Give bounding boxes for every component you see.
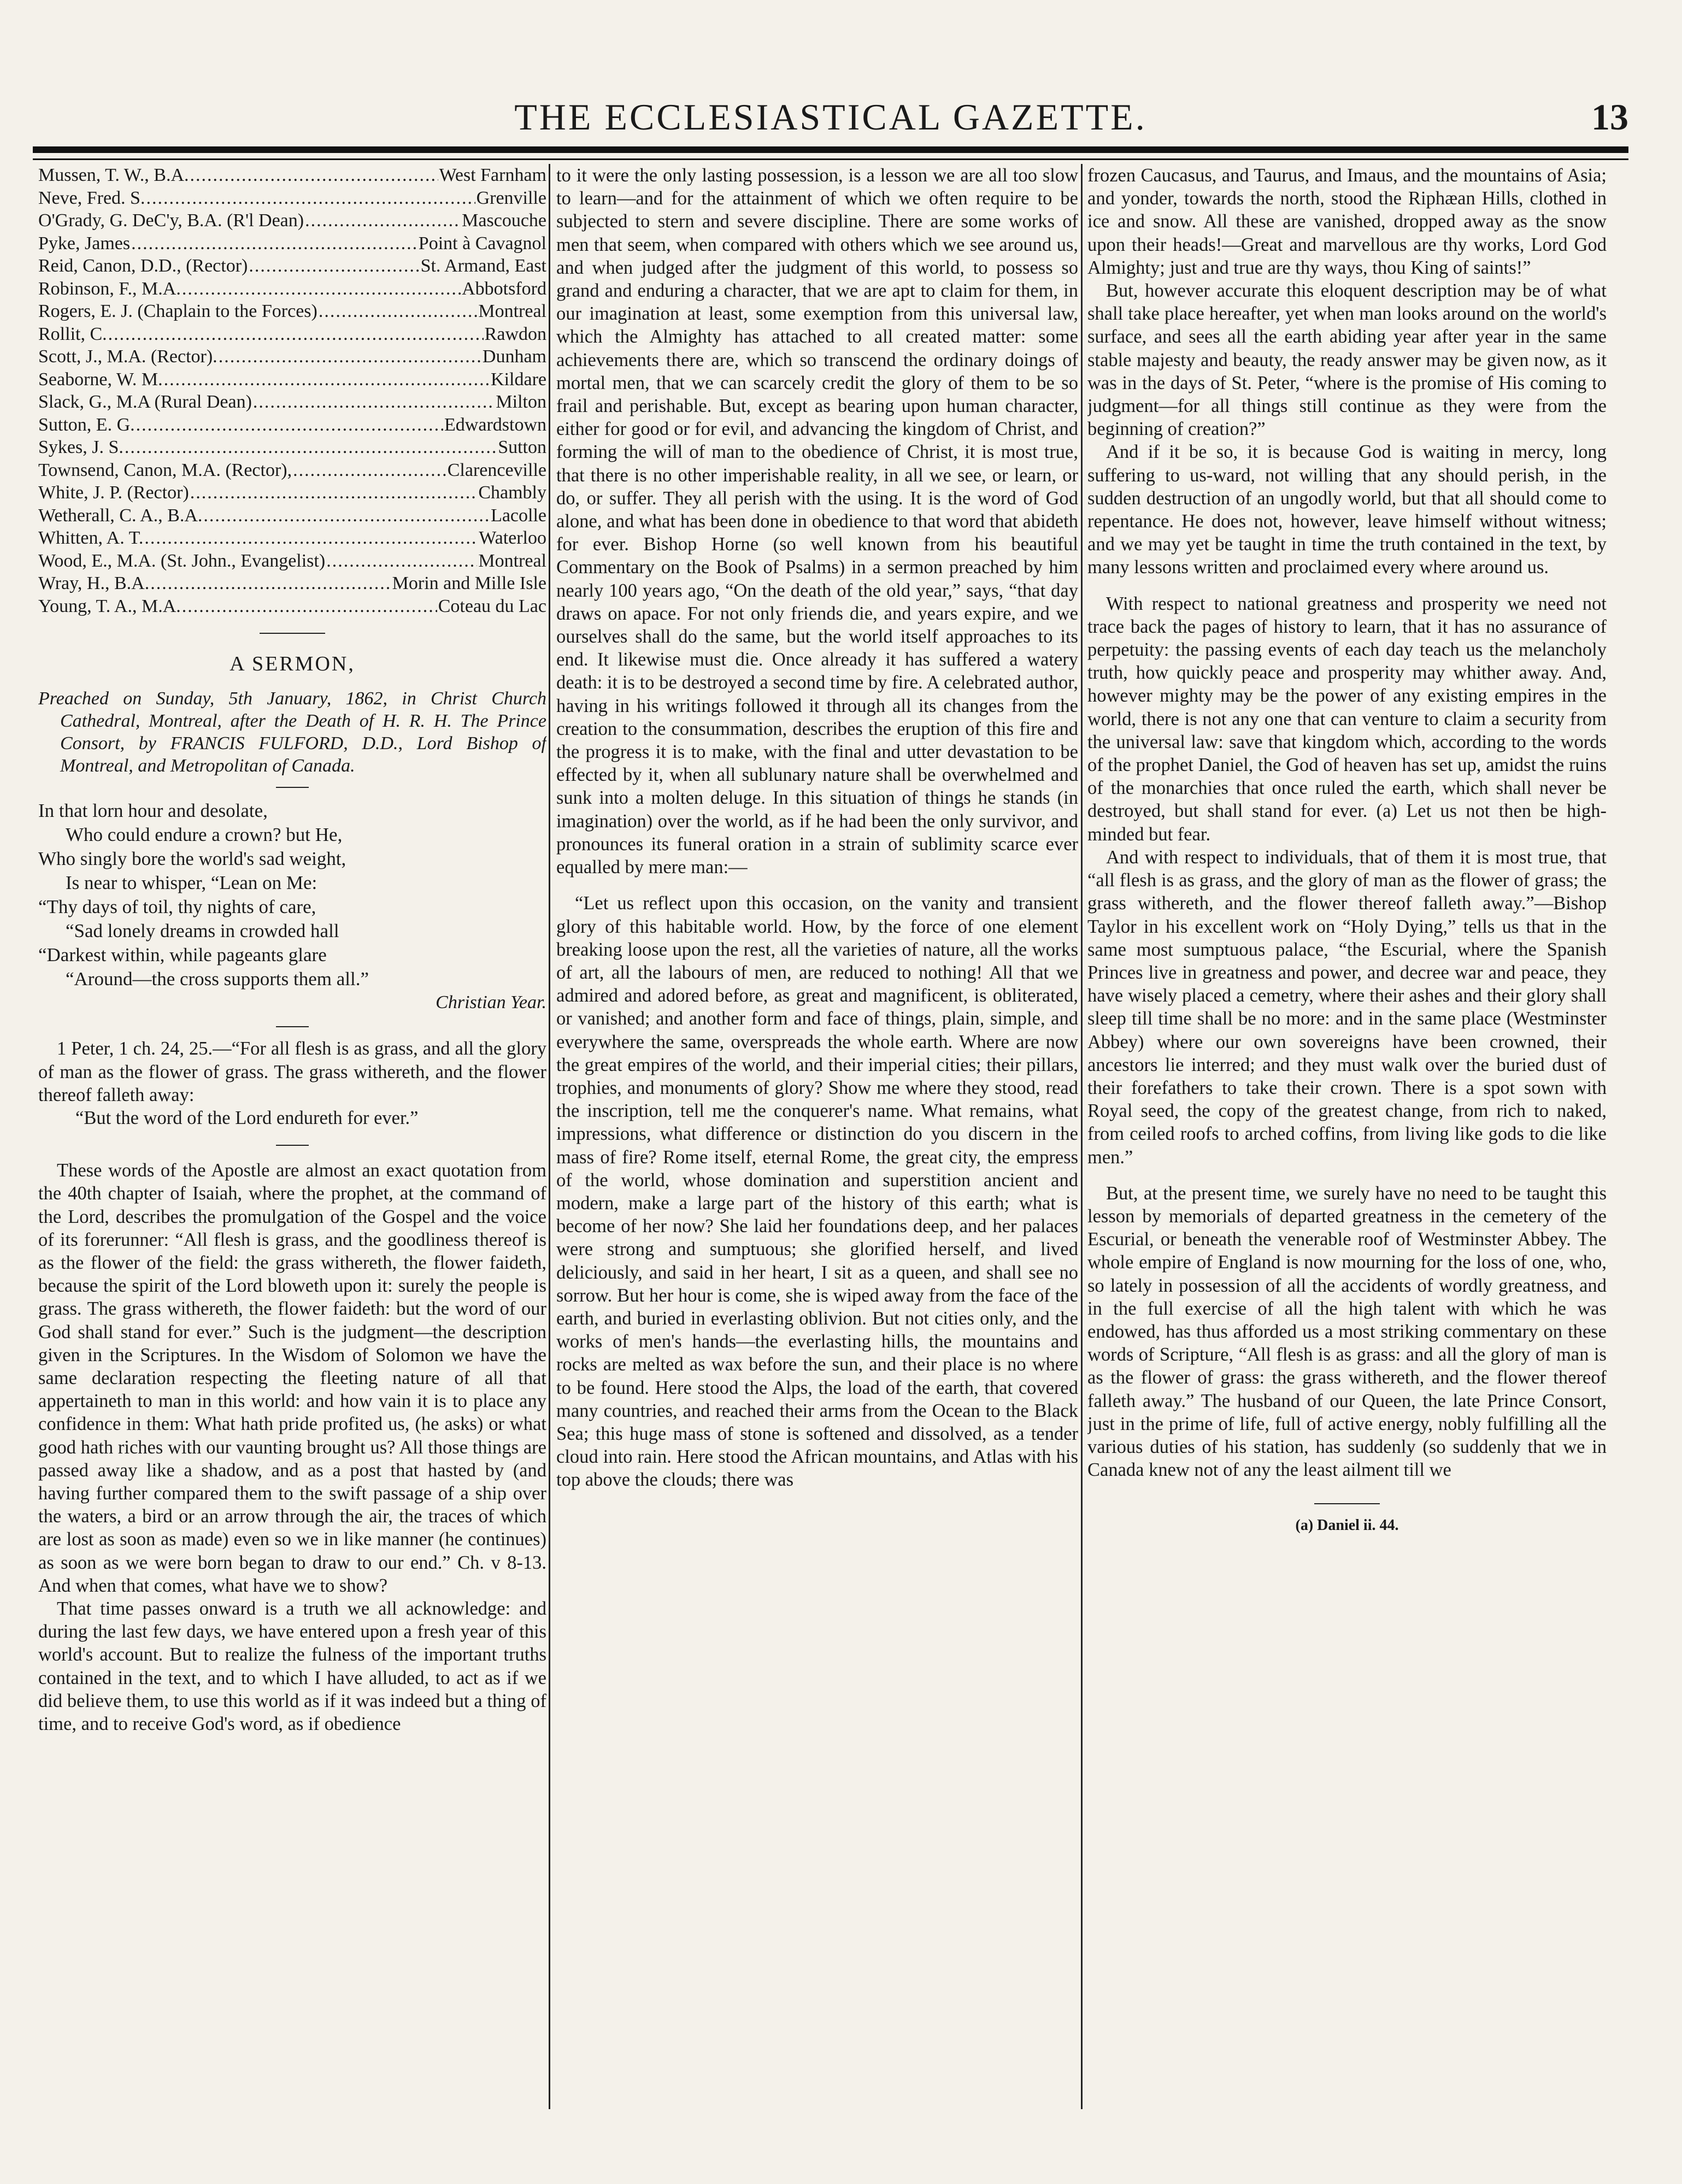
leader-dots — [136, 414, 443, 437]
clergy-name: White, J. P. (Rector) — [38, 482, 189, 503]
clergy-name: Young, T. A., M.A. — [38, 596, 181, 616]
clergy-name: Whitten, A. T. — [38, 528, 144, 548]
leader-dots — [164, 368, 490, 391]
clergy-entry — [38, 391, 546, 414]
column-1 — [38, 164, 546, 2109]
clergy-entry — [38, 527, 546, 550]
poem-line: Who singly bore the world's sad weight, — [38, 848, 346, 870]
clergy-place: St. Armand, East — [420, 256, 546, 276]
clergy-name: Sutton, E. G. — [38, 414, 135, 435]
quoted-passage: “Let us reflect upon this occasion, on the vanity and transient glory of this habitable world. How, by the force of one element breaking loose upon the rest, all the varieties of nature, all the works of art, all the labours of men, are reduced to nothing! All that we admired and adored before, as great and magnificent, is obliterated, or vanished; and another form and face of things, plain, simple, and everywhere the same, overspreads the whole earth. Where are now the great empires of the world, and their imperial cities; their pillars, trophies, and monuments of glory? Show me where they stood, read the inscription, tell me the conquerer's name. What remains, what impressions, what difference or distinction do you discern in the mass of fire? Rome itself, eternal Rome, the great city, the empress of the world, whose domination and superstition ancient and modern, make a large part of the history of this earth; what is become of her now? She laid her foundations deep, and her palaces were strong and sumptuous; she glorified herself, and lived deliciously, and said in her heart, I sit as a queen, and shall see no sorrow. But her hour is come, she is wiped away from the face of the earth, and buried in everlasting oblivion. But not cities only, and the works of men's hands—the everlasting hills, the mountains and rocks are melted as wax before the sun, and their place is no where to be found. Here stood the Alps, the load of the earth, that covered many countries, and reached their arms from the Ocean to the Black Sea; this huge mass of stone is softened and dissolved, as a tender cloud into rain. Here stood the African mountains, and Atlas with his top above the clouds; there was — [556, 893, 1078, 1491]
leader-dots — [219, 345, 481, 368]
clergy-place: Abbotsford — [462, 278, 546, 299]
clergy-name: Rogers, E. J. (Chaplain to the Forces) — [38, 301, 317, 321]
clergy-entry — [38, 300, 546, 323]
leader-dots — [249, 255, 419, 278]
clergy-entry — [38, 595, 546, 618]
sermon-title: A SERMON, — [230, 652, 355, 675]
body-paragraph: And with respect to individuals, that of them it is most true, that “all flesh is as grass, and the glory of man as the flower of grass; the grass withereth, and the flower thereof falleth away.”—Bishop Taylor in his excellent work on “Holy Dying,” tells us that in the same most sumptuous palace, “the Escurial, where the Spanish Princes live in greatness and power, and decree war and peace, they have wisely placed a cemetry, where their ashes and their glory shall sleep till time shall be no more: and in the same place (Westminster Abbey) where our own sovereigns have been crowned, their ancestors lie interred; and they must walk over the buried dust of their forefathers to take their crown. There is a spot sown with Royal seed, the copy of the greatest change, from rich to naked, from ceiled roofs to arched coffins, from living like gods to die like men.” — [1087, 846, 1607, 1168]
leader-dots — [182, 278, 461, 301]
leader-dots — [305, 209, 461, 232]
clergy-entry — [38, 481, 546, 504]
column-divider-1 — [549, 164, 550, 2109]
clergy-place: Morin and Mille Isle — [392, 573, 546, 593]
clergy-name: Mussen, T. W., B.A. — [38, 165, 189, 185]
clergy-place: West Farnham — [439, 165, 546, 185]
clergy-name: Pyke, James — [38, 233, 131, 254]
clergy-name: Scott, J., M.A. (Rector). — [38, 346, 217, 367]
footnote-rule — [1314, 1503, 1380, 1504]
clergy-name: O'Grady, G. DeC'y, B.A. (R'l Dean) — [38, 210, 304, 231]
poem-attribution: Christian Year. — [436, 992, 546, 1013]
leader-dots — [253, 391, 495, 414]
body-paragraph: These words of the Apostle are almost an exact quotation from the 40th chapter of Isaiah, where the prophet, at the command of the Lord, describes the promulgation of the Gospel and the voice of its forerunner: “All flesh is grass, and the goodliness thereof is as the flower of the field: the grass withereth, the flower faideth, because the spirit of the Lord bloweth upon it: surely the people is grass. The grass withereth, the flower faideth: but the word of our God shall stand for ever.” Such is the judgment—the description given in the Scriptures. In the Wisdom of Solomon we have the same declaration respecting the fleeting nature of all that appertaineth to man in this world: and how vain it is to place any confidence in them: What hath pride profited us, (he asks) or what good hath riches with our vaunting brought us? All those things are passed away like a shadow, and as a post that hasted by (and having further compared them to the swift passage of a ship over the waters, a bird or an arrow through the air, the traces of which are lost as soon as made) even so we in like manner (he continues) as soon as we were born began to draw to our end.” Ch. v 8-13. And when that comes, what have we to show? — [38, 1160, 546, 1596]
section-divider — [276, 1026, 309, 1027]
clergy-place: Edwardstown — [444, 414, 546, 435]
section-divider — [276, 787, 309, 788]
poem-line: “Sad lonely dreams in crowded hall — [66, 920, 339, 942]
clergy-entry — [38, 164, 546, 187]
clergy-entry — [38, 255, 546, 278]
poem-line: Who could endure a crown? but He, — [66, 824, 343, 846]
body-paragraph: But, at the present time, we surely have no need to be taught this lesson by memorials of departed greatness in the cemetery of the Escurial, or beneath the venerable roof of Westminster Abbey. The whole empire of England is now mourning for the loss of one, who, so lately in possession of all the accidents of wordly greatness, and in the full exercise of all the high talent with which he was endowed, has thus afforded us a most striking commentary on these words of Scripture, “All flesh is as grass: and all the glory of man is as the flower of grass: the grass withereth, and the flower thereof falleth away.” The husband of our Queen, the late Prince Consort, just in the prime of life, full of active energy, nobly fulfilling all the various duties of his station, has suddenly (so suddenly that we in Canada knew not of any the least ailment till we — [1087, 1182, 1607, 1481]
clergy-place: Grenville — [476, 187, 546, 208]
leader-dots — [203, 504, 490, 527]
column-2 — [556, 164, 1078, 2109]
leader-dots — [182, 595, 437, 618]
clergy-entry — [38, 323, 546, 346]
clergy-name: Wood, E., M.A. (St. John., Evangelist) — [38, 550, 326, 571]
column-3 — [1087, 164, 1607, 2109]
column-divider-2 — [1081, 164, 1083, 2109]
clergy-place: Rawdon — [484, 323, 546, 344]
body-paragraph: That time passes onward is a truth we all acknowledge: and during the last few days, we have entered upon a fresh year of this world's account. But to realize the fulness of the important truths contained in the text, and to which I have alluded, to act as if we did believe them, to use this world as if it was indeed but a thing of time, and to receive God's word, as if obedience — [38, 1598, 546, 1735]
clergy-entry — [38, 187, 546, 210]
clergy-place: Montreal — [478, 550, 546, 571]
poem-line: “Darkest within, while pageants glare — [38, 944, 327, 966]
leader-dots — [131, 232, 417, 255]
page-number: 13 — [1591, 96, 1628, 138]
clergy-place: Chambly — [478, 482, 546, 503]
gazette-title: THE ECCLESIASTICAL GAZETTE. — [514, 96, 1147, 138]
clergy-place: Sutton — [498, 437, 546, 457]
leader-dots — [293, 459, 446, 482]
leader-dots — [190, 164, 438, 187]
clergy-place: Milton — [496, 392, 546, 412]
clergy-place: Dunham — [482, 346, 546, 367]
leader-dots — [144, 527, 478, 550]
poem-line: In that lorn hour and desolate, — [38, 800, 268, 822]
clergy-place: Mascouche — [462, 210, 546, 231]
clergy-entry — [38, 414, 546, 437]
clergy-name: Robinson, F., M.A. — [38, 278, 181, 299]
clergy-name: Sykes, J. S. — [38, 437, 123, 457]
body-paragraph: And if it be so, it is because God is waiting in mercy, long suffering to us-ward, not willing that any should perish, in the sudden destruction of an ungodly world, but that all should come to repentance. He does not, however, leave himself without witness; and we may yet be taught in time the truth contained in the text, by many lessons written and proclaimed every where around us. — [1087, 441, 1607, 578]
scripture-text: 1 Peter, 1 ch. 24, 25.—“For all flesh is as grass, and all the glory of man as the flower of grass. The grass withereth, and the flower thereof falleth away: — [38, 1038, 546, 1105]
clergy-entry — [38, 232, 546, 255]
leader-dots — [326, 550, 477, 573]
leader-dots — [319, 300, 478, 323]
leader-dots — [146, 187, 475, 210]
clergy-entry — [38, 345, 546, 368]
clergy-place: Waterloo — [479, 528, 546, 548]
clergy-entry — [38, 436, 546, 459]
poem-line: Is near to whisper, “Lean on Me: — [66, 872, 317, 894]
clergy-name: Townsend, Canon, M.A. (Rector), — [38, 460, 292, 480]
clergy-name: Rollit, C. — [38, 323, 107, 344]
clergy-entry — [38, 572, 546, 595]
header-rule-thick — [33, 146, 1628, 153]
masthead — [33, 96, 1628, 150]
leader-dots — [190, 481, 478, 504]
clergy-name: Reid, Canon, D.D., (Rector) — [38, 256, 248, 276]
epigraph-poem — [38, 799, 546, 991]
clergy-name: Seaborne, W. M. — [38, 369, 163, 390]
section-divider — [260, 633, 325, 634]
clergy-name: Wetherall, C. A., B.A. — [38, 505, 203, 526]
leader-dots — [125, 436, 497, 459]
clergy-entry — [38, 278, 546, 301]
clergy-place: Montreal — [478, 301, 546, 321]
scripture-text-2: “But the word of the Lord endureth for ever.” — [75, 1108, 419, 1129]
body-paragraph: But, however accurate this eloquent description may be of what shall take place hereafter, yet when man looks around on the world's surface, and sees all the earth abiding year after year in the same stable majesty and beauty, the ready answer may be given now, as it was in the days of St. Peter, “where is the promise of His coming to judgment—for all things still continue as they were from the beginning of creation?” — [1087, 280, 1607, 440]
body-paragraph: frozen Caucasus, and Taurus, and Imaus, and the mountains of Asia; and yonder, towards the north, stood the Riphæan Hills, clothed in ice and snow. All these are vanished, dropped away as the snow upon their heads!—Great and marvellous are thy works, Lord God Almighty; just and true are thy ways, thou King of saints!” — [1087, 165, 1607, 278]
header-rule-thin — [33, 158, 1628, 160]
sermon-subtitle: Preached on Sunday, 5th January, 1862, in Christ Church Cathedral, Montreal, after the Death of H. R. H. The Prince Consort, by FRANCIS FULFORD, D.D., Lord Bishop of Montreal, and Metropolitan of Canada. — [38, 688, 546, 776]
clergy-place: Kildare — [491, 369, 546, 390]
clergy-place: Point à Cavagnol — [418, 233, 546, 254]
section-divider — [276, 1145, 309, 1146]
clergy-name: Slack, G., M.A (Rural Dean) — [38, 392, 252, 412]
leader-dots — [108, 323, 484, 346]
clergy-entry — [38, 368, 546, 391]
body-paragraph: to it were the only lasting possession, is a lesson we are all too slow to learn—and for the attainment of which we often require to be subjected to stern and severe discipline. There are some works of men that seem, when compared with others which we see around us, and when judged after the judgment of this world, to possess so grand and enduring a character, that we are apt to claim for them, in our imagination at least, some exemption from this universal law, which the Almighty has attached to all created matter: some achievements there are, which so transcend the ordinary doings of mortal men, that we can scarcely credit the glory of them to be so frail and perishable. But, except as bearing upon human character, either for good or for evil, and advancing the kingdom of Christ, and forming the will of man to the obedience of Christ, it is most true, that there is no other imperishable reality, in all we see, or learn, or do, or suffer. They all perish with the using. It is the word of God alone, and what has been done in obedience to that word that abideth for ever. Bishop Horne (so well known from his beautiful Commentary on the Book of Psalms) in a sermon preached by him nearly 100 years ago, “On the death of the old year,” says, “that day draws on apace. For not only friends die, and years expire, and we ourselves shall do the same, but the world itself approaches to its end. It likewise must die. Once already it has suffered a watery death: it is to be destroyed a second time by fire. A celebrated author, having in his writings followed it through all its changes from the creation to the consummation, describes the eruption of this fire and the progress it is to make, with the final and utter devastation to be effected by it, when all sublunary nature shall be overwhelmed and sunk into a molten deluge. In this situation of things he stands (in imagination) over the world, as if he had been the only survivor, and pronounces its funeral oration in a strain of sublimity scarce ever equalled by mere man:— — [556, 165, 1078, 878]
clergy-entry — [38, 209, 546, 232]
clergy-place: Lacolle — [491, 505, 546, 526]
leader-dots — [150, 572, 391, 595]
body-paragraph: With respect to national greatness and prosperity we need not trace back the pages of history to learn, that it has no assurance of perpetuity: the passing events of each day teach us the melancholy truth, how quickly peace and prosperity may whither away. And, however mighty may be the power of any existing empires in the world, there is not any one that can venture to claim a security from the universal law: save that kingdom which, according to the words of the prophet Daniel, the God of heaven has set up, amidst the ruins of the monarchies that once ruled the earth, which shall never be destroyed, but shall stand for ever. (a) Let us not then be high-minded but fear. — [1087, 593, 1607, 845]
clergy-place: Clarenceville — [447, 460, 546, 480]
clergy-name: Wray, H., B.A. — [38, 573, 150, 593]
footnote: (a) Daniel ii. 44. — [1295, 1517, 1399, 1534]
clergy-entry — [38, 550, 546, 573]
clergy-entry — [38, 459, 546, 482]
poem-line: “Around—the cross supports them all.” — [66, 968, 369, 990]
clergy-list — [38, 164, 546, 617]
poem-line: “Thy days of toil, thy nights of care, — [38, 896, 316, 918]
clergy-entry — [38, 504, 546, 527]
clergy-name: Neve, Fred. S. — [38, 187, 145, 208]
clergy-place: Coteau du Lac — [438, 596, 546, 616]
